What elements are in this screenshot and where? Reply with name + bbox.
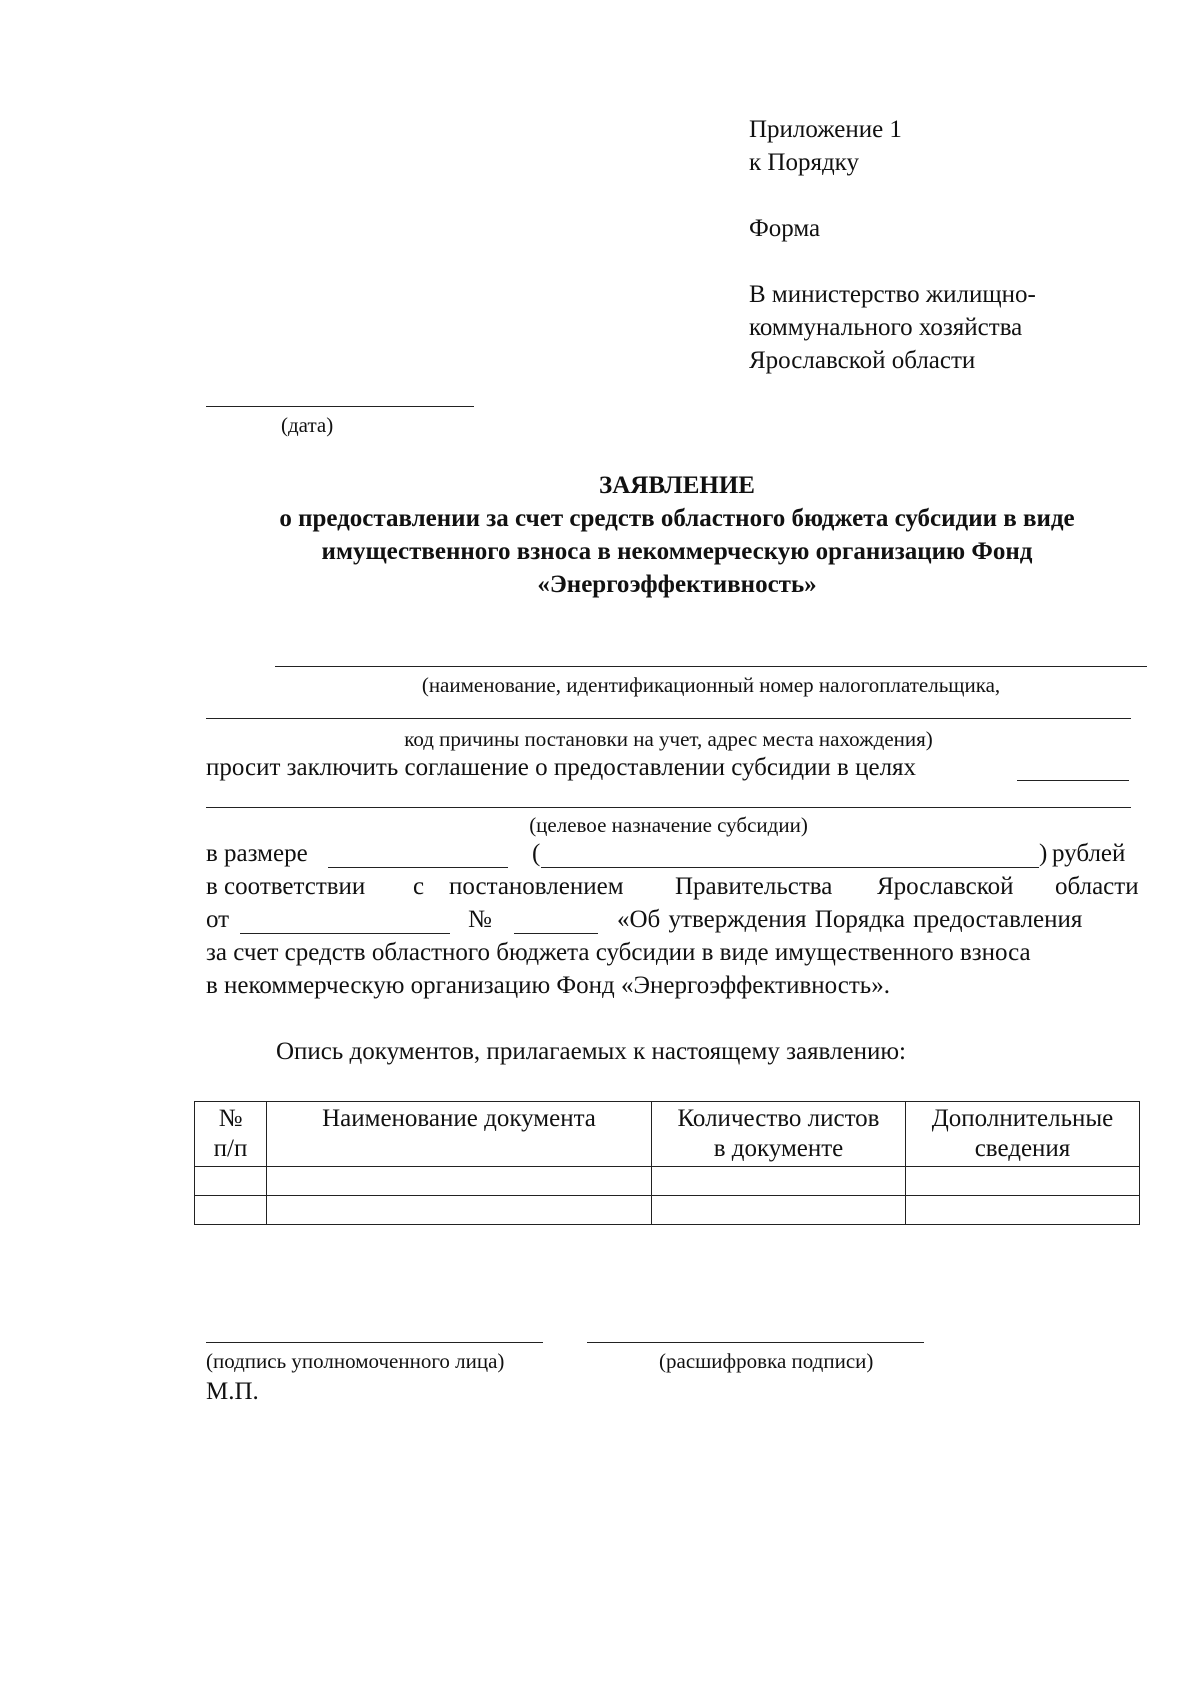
applicant-details-underline — [206, 718, 1131, 719]
table-header-row — [195, 1102, 1140, 1167]
column-header-additional-info-line-1: Дополнительные — [931, 1105, 1114, 1132]
form-label: Форма — [749, 215, 821, 242]
signature-underline — [206, 1342, 543, 1343]
recipient-line-1: В министерство жилищно- — [749, 281, 1036, 308]
purpose-underline — [206, 807, 1131, 808]
column-header-additional-info-line-2: сведения — [974, 1135, 1071, 1162]
column-header-document-name-line-1: Наименование документа — [322, 1105, 596, 1132]
applicant-name-underline — [275, 666, 1147, 667]
column-header-document-name — [267, 1102, 652, 1167]
signature-decode-caption: (расшифровка подписи) — [659, 1349, 874, 1373]
decree-title-start: «Об утверждения Порядка предоставления — [617, 906, 1083, 933]
appendix-line-2: к Порядку — [749, 149, 859, 176]
table-cell — [906, 1196, 1140, 1225]
law-word-1: в соответствии — [206, 873, 366, 900]
document-subtitle-line-1: о предоставлении за счет средств областного бюджета субсидии в виде — [279, 505, 1075, 532]
signature-decode-underline — [587, 1342, 924, 1343]
table-row — [195, 1196, 1140, 1225]
stamp-label: М.П. — [206, 1378, 259, 1405]
inventory-intro: Опись документов, прилагаемых к настоящему заявлению: — [276, 1038, 906, 1065]
amount-words-underline — [541, 867, 1039, 868]
column-header-number-line-2: п/п — [213, 1135, 248, 1162]
applicant-caption-2: код причины постановки на учет, адрес места нахождения) — [404, 727, 933, 751]
date-caption: (дата) — [281, 413, 334, 437]
document-heading: ЗАЯВЛЕНИЕ — [599, 472, 755, 499]
decree-from: от — [206, 906, 230, 933]
decree-title-line-2: за счет средств областного бюджета субсидии в виде имущественного взноса — [206, 939, 1031, 966]
request-text: просит заключить соглашение о предоставлении субсидии в целях — [206, 754, 917, 781]
column-header-sheet-count-line-1: Количество листов — [677, 1105, 880, 1132]
purpose-caption: (целевое назначение субсидии) — [529, 813, 808, 837]
amount-number-underline — [328, 867, 508, 868]
table-cell — [195, 1196, 267, 1225]
column-header-sheet-count — [652, 1102, 906, 1167]
table-row — [195, 1167, 1140, 1196]
appendix-line-1: Приложение 1 — [749, 116, 902, 143]
decree-number-sign: № — [468, 906, 492, 933]
table-cell — [652, 1167, 906, 1196]
amount-open-paren: ( — [532, 840, 541, 867]
decree-date-underline — [240, 933, 450, 934]
document-subtitle-line-2: имущественного взноса в некоммерческую организацию Фонд — [321, 538, 1033, 565]
recipient-line-3: Ярославской области — [749, 347, 976, 374]
amount-prefix: в размере — [206, 840, 308, 867]
column-header-number-line-1: № — [218, 1105, 243, 1132]
law-word-5: Ярославской — [877, 873, 1014, 900]
column-header-additional-info — [906, 1102, 1140, 1167]
date-underline — [206, 406, 474, 407]
applicant-caption-1: (наименование, идентификационный номер налогоплательщика, — [421, 673, 1001, 697]
purpose-inline-underline — [1017, 780, 1129, 781]
table-cell — [267, 1196, 652, 1225]
decree-title-line-3: в некоммерческую организацию Фонд «Энергоэффективность». — [206, 972, 890, 999]
table-cell — [267, 1167, 652, 1196]
table-cell — [195, 1167, 267, 1196]
decree-number-underline — [514, 933, 598, 934]
law-word-6: области — [1055, 873, 1139, 900]
amount-suffix: рублей — [1052, 840, 1126, 867]
table-cell — [906, 1167, 1140, 1196]
recipient-line-2: коммунального хозяйства — [749, 314, 1023, 341]
signature-caption: (подпись уполномоченного лица) — [206, 1349, 505, 1373]
law-word-2: с — [413, 873, 425, 900]
amount-close-paren: ) — [1039, 840, 1048, 867]
document-subtitle-line-3: «Энергоэффективность» — [537, 571, 817, 598]
table-cell — [652, 1196, 906, 1225]
documents-table — [194, 1101, 1140, 1225]
law-word-4: Правительства — [675, 873, 833, 900]
law-word-3: постановлением — [449, 873, 624, 900]
column-header-number — [195, 1102, 267, 1167]
column-header-sheet-count-line-2: в документе — [713, 1135, 844, 1162]
